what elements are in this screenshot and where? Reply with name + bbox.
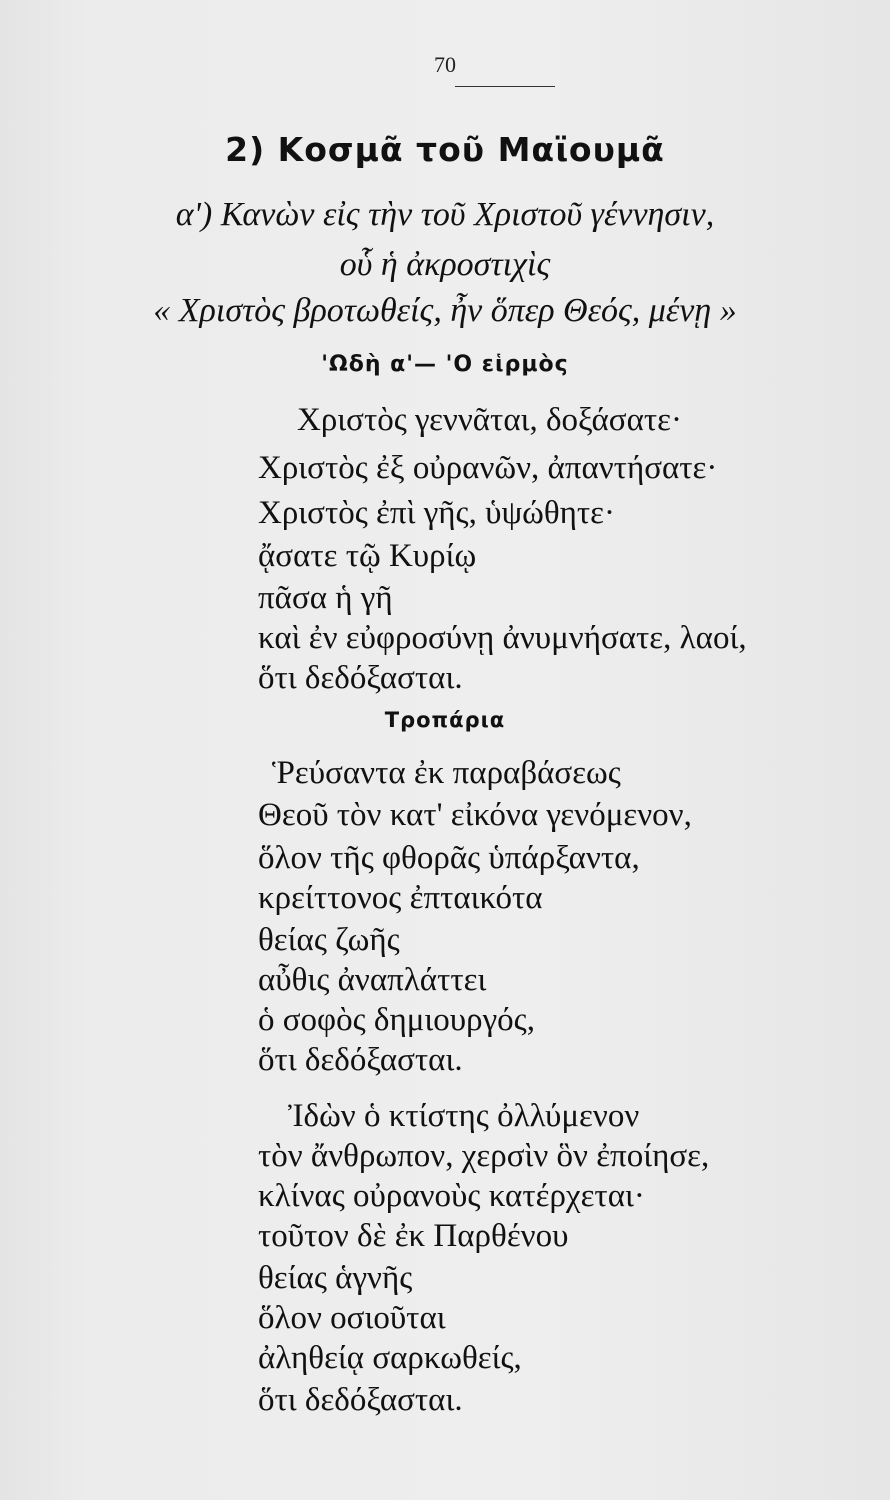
heirmos-line: Χριστὸς γεννᾶται, δοξάσατε· bbox=[297, 402, 682, 438]
troparion-line: τὸν ἄνθρωπον, χερσὶν ὃν ἐποίησε, bbox=[258, 1138, 710, 1174]
troparion-line: ὅτι δεδόξασται. bbox=[258, 1382, 463, 1418]
page-number-rule bbox=[455, 86, 555, 87]
heirmos-line: Χριστὸς ἐξ οὐρανῶν, ἀπαντήσατε· bbox=[258, 450, 718, 486]
heirmos-line: Χριστὸς ἐπὶ γῆς, ὑψώθητε· bbox=[258, 495, 615, 531]
troparion-line: κρείττονος ἐπταικότα bbox=[258, 880, 543, 916]
troparion-line: ὅλον οσιοῦται bbox=[258, 1300, 446, 1336]
troparion-line: κλίνας οὐρανοὺς κατέρχεται· bbox=[258, 1178, 645, 1214]
page-number: 70 bbox=[434, 52, 456, 77]
subtitle-line: « Χριστὸς βροτωθείς, ἦν ὅπερ Θεός, μένῃ » bbox=[153, 292, 737, 329]
heirmos-line: ᾄσατε τῷ Κυρίῳ bbox=[258, 538, 477, 574]
troparia-heading: Τροπάρια bbox=[384, 708, 506, 732]
troparion-line: θείας ζωῆς bbox=[258, 922, 400, 958]
heirmos-line: ὅτι δεδόξασται. bbox=[258, 660, 463, 696]
troparion-line: Ἰδὼν ὁ κτίστης ὀλλύμενον bbox=[288, 1098, 640, 1134]
troparion-line: ὅτι δεδόξασται. bbox=[258, 1042, 463, 1078]
troparion-line: ἀληθείᾳ σαρκωθείς, bbox=[258, 1340, 522, 1376]
subtitle-line: οὗ ἡ ἀκροστιχὶς bbox=[339, 246, 551, 283]
troparion-line: ὅλον τῆς φθορᾶς ὑπάρξαντα, bbox=[258, 840, 640, 876]
heirmos-line: πᾶσα ἡ γῆ bbox=[258, 580, 393, 616]
troparion-line: αὖθις ἀναπλάττει bbox=[258, 962, 487, 998]
section-heading: 2) Κοσμᾶ τοῦ Μαϊουμᾶ bbox=[225, 130, 665, 169]
ode-heading: 'Ωδὴ α'— 'Ο εἱρμὸς bbox=[321, 352, 569, 377]
subtitle-line: α') Κανὼν εἰς τὴν τοῦ Χριστοῦ γέννησιν, bbox=[175, 196, 715, 233]
troparion-line: Θεοῦ τὸν κατ' εἰκόνα γενόμενον, bbox=[258, 797, 692, 833]
heirmos-line: καὶ ἐν εὐφροσύνῃ ἀνυμνήσατε, λαοί, bbox=[258, 620, 747, 656]
troparion-line: Ῥεύσαντα ἐκ παραβάσεως bbox=[272, 755, 621, 791]
troparion-line: τοῦτον δὲ ἐκ Παρθένου bbox=[258, 1218, 569, 1254]
troparion-line: θείας ἁγνῆς bbox=[258, 1260, 413, 1296]
troparion-line: ὁ σοφὸς δημιουργός, bbox=[258, 1002, 535, 1038]
